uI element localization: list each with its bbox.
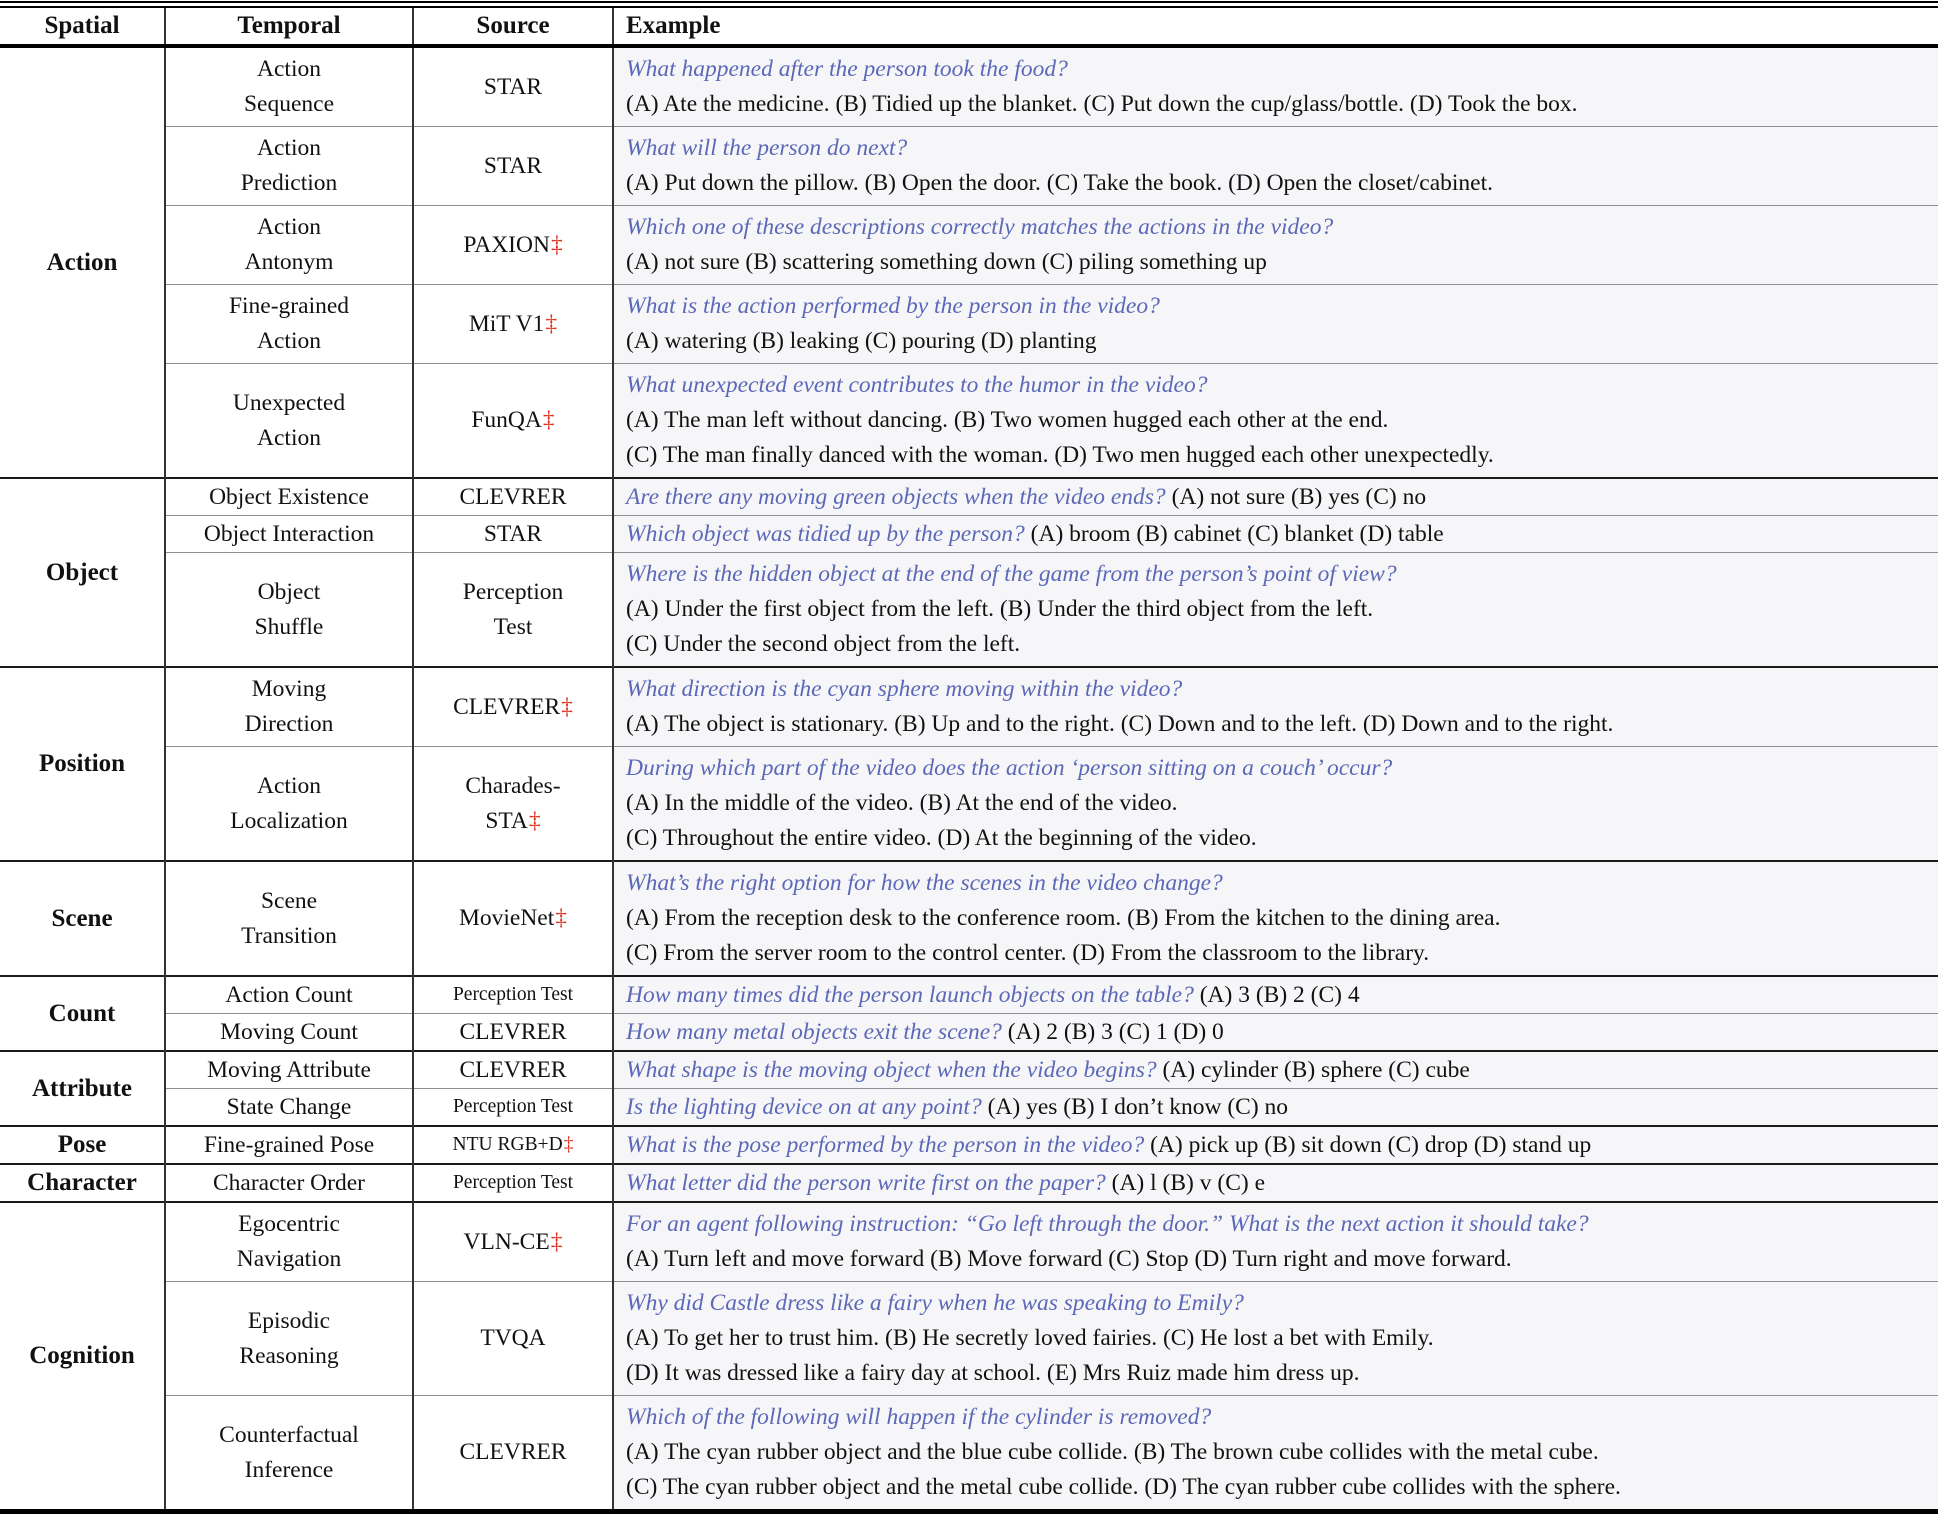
example-line [626,52,1926,87]
source-dataset-cell [413,747,613,862]
example-line [626,981,1926,1009]
temporal-task-cell [165,976,413,1014]
temporal-task-cell [165,1089,413,1127]
example-line [626,166,1926,201]
temporal-task-cell [165,747,413,862]
answer-options-text: (A) Turn left and move forward (B) Move forward (C) Stop (D) Turn right and move forward. [626,1246,1512,1272]
source-dataset-cell [413,667,613,747]
table-row [0,976,1938,1014]
example-line [626,1131,1926,1159]
temporal-task-label: Action [257,135,321,161]
answer-options-text: (A) broom (B) cabinet (C) blanket (D) table [1030,521,1444,547]
table-row [0,1282,1938,1396]
example-cell [613,861,1938,976]
source-dataset-cell [413,976,613,1014]
question-text: What will the person do next? [626,135,908,161]
source-dataset-cell [413,1282,613,1396]
example-line [626,87,1926,122]
table-row [0,1089,1938,1127]
table-row [0,516,1938,553]
dagger-mark: ‡ [528,807,541,834]
example-cell [613,516,1938,553]
question-text: Why did Castle dress like a fairy when he was speaking to Emily? [626,1290,1244,1316]
question-text: Are there any moving green objects when the video ends? [626,484,1166,510]
answer-options-text: (A) watering (B) leaking (C) pouring (D) planting [626,328,1097,354]
answer-options-text: (A) The man left without dancing. (B) Two women hugged each other at the end. [626,407,1389,433]
example-line [626,1018,1926,1046]
source-dataset-cell [413,1396,613,1512]
question-text: How many times did the person launch objects on the table? [626,982,1194,1008]
column-header-example: Example [613,5,1938,47]
temporal-task-cell [165,478,413,516]
temporal-task-label: Episodic [247,1307,331,1334]
answer-options-text: (C) Throughout the entire video. (D) At the beginning of the video. [626,825,1257,851]
question-text: What is the action performed by the person in the video? [626,293,1160,319]
temporal-task-label: Inference [244,1456,334,1483]
source-dataset-cell [413,1051,613,1089]
spatial-category-attribute: Attribute [0,1051,165,1126]
temporal-task-cell [165,1164,413,1202]
temporal-task-label: Antonym [244,249,334,275]
temporal-task-cell [165,516,413,553]
example-line [626,936,1926,971]
temporal-task-label: Action [257,772,321,799]
table-row [0,553,1938,668]
temporal-task-cell [165,46,413,127]
example-cell [613,667,1938,747]
temporal-task-label: Localization [230,807,348,834]
temporal-task-label: Fine-grained [228,293,350,319]
source-dataset-cell [413,1202,613,1282]
table-row [0,861,1938,976]
source-dataset-cell [413,285,613,364]
temporal-task-cell [165,667,413,747]
source-dataset-cell [413,516,613,553]
question-text: How many metal objects exit the scene? [626,1019,1002,1045]
source-dataset-label: CLEVRER [459,1057,567,1083]
answer-options-text: (A) Put down the pillow. (B) Open the door. (C) Take the book. (D) Open the closet/cabinet. [626,170,1494,196]
example-line [626,672,1926,707]
example-cell [613,1282,1938,1396]
source-dataset-label: MovieNet‡ [458,905,568,931]
answer-options-text: (A) Under the first object from the left. (B) Under the third object from the left. [626,596,1374,622]
spatial-category-scene: Scene [0,861,165,976]
dagger-mark: ‡ [550,231,563,258]
answer-options-text: (C) The man finally danced with the woman. (D) Two men hugged each other unexpectedly. [626,442,1494,468]
example-cell [613,285,1938,364]
question-text: What direction is the cyan sphere moving within the video? [626,676,1183,702]
table-row [0,1014,1938,1052]
table-row [0,46,1938,127]
question-text: Which of the following will happen if the cylinder is removed? [626,1404,1212,1430]
spatial-category-cognition: Cognition [0,1202,165,1512]
answer-options-text: (A) The cyan rubber object and the blue cube collide. (B) The brown cube collides with the metal cube. [626,1439,1599,1465]
question-text: What happened after the person took the food? [626,56,1068,82]
table-row [0,1202,1938,1282]
question-text: Which object was tidied up by the person? [626,521,1025,547]
temporal-task-label: Moving Count [220,1019,358,1045]
question-text: What’s the right option for how the scenes in the video change? [626,870,1223,896]
example-cell [613,1014,1938,1052]
example-line [626,1356,1926,1391]
question-text: Where is the hidden object at the end of the game from the person’s point of view? [626,561,1397,587]
temporal-task-label: Scene [260,887,318,914]
source-dataset-cell [413,553,613,668]
answer-options-text: (A) l (B) v (C) e [1111,1170,1265,1196]
source-dataset-cell [413,46,613,127]
temporal-task-label: Action [257,424,321,451]
temporal-task-cell [165,1051,413,1089]
example-line [626,1207,1926,1242]
temporal-task-label: Action [257,214,321,240]
question-text: What is the pose performed by the person in the video? [626,1132,1145,1158]
answer-options-text: (A) In the middle of the video. (B) At the end of the video. [626,790,1178,816]
spatial-category-action: Action [0,46,165,478]
question-text: What letter did the person write first on the paper? [626,1170,1106,1196]
example-line [626,438,1926,473]
source-dataset-label: STAR [483,152,543,179]
answer-options-text: (A) cylinder (B) sphere (C) cube [1162,1057,1470,1083]
example-cell [613,478,1938,516]
source-dataset-label: Charades- [465,772,561,799]
header-row [0,5,1938,47]
source-dataset-cell [413,478,613,516]
source-dataset-label: CLEVRER‡ [453,693,573,720]
question-text: Which one of these descriptions correctly matches the actions in the video? [626,214,1334,240]
source-dataset-label: Perception Test [452,984,574,1005]
example-line [626,1286,1926,1321]
source-dataset-label: Perception Test [452,1172,574,1193]
source-dataset-label: TVQA [480,1325,546,1351]
dagger-mark: ‡ [545,310,558,337]
temporal-task-cell [165,285,413,364]
source-dataset-label: Perception Test [452,1096,574,1117]
question-text: What shape is the moving object when the video begins? [626,1057,1157,1083]
temporal-task-label: Unexpected [232,389,346,416]
source-dataset-label: STA‡ [485,807,541,834]
temporal-task-cell [165,364,413,479]
example-cell [613,1396,1938,1512]
temporal-task-cell [165,127,413,206]
answer-options-text: (A) The object is stationary. (B) Up and to the right. (C) Down and to the left. (D) Down and to the right. [626,711,1614,737]
source-dataset-cell [413,1089,613,1127]
answer-options-text: (A) pick up (B) sit down (C) drop (D) stand up [1150,1132,1592,1158]
table-row [0,747,1938,862]
answer-options-text: (A) Ate the medicine. (B) Tidied up the blanket. (C) Put down the cup/glass/bottle. (D) Took the box. [626,91,1578,117]
source-dataset-label: PAXION‡ [463,231,563,258]
answer-options-text: (C) The cyan rubber object and the metal cube collide. (D) The cyan rubber cube collides with the sphere. [626,1474,1621,1500]
answer-options-text: (A) yes (B) I don’t know (C) no [987,1094,1289,1120]
source-dataset-cell [413,206,613,285]
temporal-task-cell [165,861,413,976]
example-line [626,557,1926,592]
source-dataset-cell [413,364,613,479]
temporal-task-label: Counterfactual [219,1421,359,1448]
temporal-task-label: Transition [241,922,337,949]
table-row [0,1396,1938,1512]
example-cell [613,1202,1938,1282]
column-header-spatial: Spatial [0,5,165,47]
temporal-task-cell [165,1014,413,1052]
example-line [626,1093,1926,1121]
dagger-mark: ‡ [561,693,573,720]
table-row [0,206,1938,285]
example-cell [613,46,1938,127]
source-dataset-label: CLEVRER [459,484,567,510]
answer-options-text: (D) It was dressed like a fairy day at school. (E) Mrs Ruiz made him dress up. [626,1360,1360,1386]
example-line [626,324,1926,359]
source-dataset-label: Perception [462,578,564,605]
answer-options-text: (A) To get her to trust him. (B) He secretly loved fairies. (C) He lost a bet with Emily. [626,1325,1434,1351]
example-line [626,1056,1926,1084]
example-line [626,368,1926,403]
source-dataset-cell [413,861,613,976]
temporal-task-label: Action [257,56,321,82]
table-row [0,127,1938,206]
spatial-category-pose: Pose [0,1126,165,1164]
temporal-task-label: Sequence [243,91,335,117]
source-dataset-cell [413,1014,613,1052]
table-row [0,364,1938,479]
source-dataset-label: STAR [483,73,543,100]
source-dataset-label: VLN-CE‡ [463,1228,563,1255]
temporal-task-cell [165,553,413,668]
dagger-mark: ‡ [563,1134,574,1155]
column-header-source: Source [413,5,613,47]
paper-table [0,1,1938,1514]
example-line [626,786,1926,821]
temporal-task-label: Object [257,578,321,605]
example-line [626,1321,1926,1356]
example-line [626,210,1926,245]
example-line [626,751,1926,786]
example-line [626,245,1926,280]
question-text: Is the lighting device on at any point? [626,1094,982,1120]
source-dataset-label: Test [493,613,533,640]
source-dataset-label: NTU RGB+D‡ [452,1134,574,1155]
example-line [626,289,1926,324]
example-cell [613,553,1938,668]
example-line [626,627,1926,662]
example-cell [613,1089,1938,1127]
example-line [626,1242,1926,1277]
temporal-task-label: Reasoning [239,1342,339,1369]
table-row [0,285,1938,364]
source-dataset-label: CLEVRER [459,1019,567,1045]
answer-options-text: (C) Under the second object from the left. [626,631,1021,657]
example-cell [613,206,1938,285]
source-dataset-label: MiT V1‡ [468,310,558,337]
temporal-task-label: Fine-grained Pose [203,1132,375,1158]
temporal-task-cell [165,1282,413,1396]
example-line [626,901,1926,936]
spatial-category-character: Character [0,1164,165,1202]
example-line [626,821,1926,856]
question-text: What unexpected event contributes to the humor in the video? [626,372,1208,398]
example-line [626,1169,1926,1197]
example-cell [613,127,1938,206]
answer-options-text: (A) not sure (B) scattering something down (C) piling something up [626,249,1267,275]
temporal-task-cell [165,1202,413,1282]
example-line [626,707,1926,742]
spatial-category-position: Position [0,667,165,861]
spatial-category-count: Count [0,976,165,1051]
table-row [0,667,1938,747]
temporal-task-label: Object Interaction [203,521,375,547]
temporal-task-label: Action [257,328,321,354]
temporal-task-label: Action Count [225,982,353,1008]
column-header-temporal: Temporal [165,5,413,47]
dagger-mark: ‡ [550,1228,563,1255]
answer-options-text: (A) 3 (B) 2 (C) 4 [1199,982,1360,1008]
table-row [0,478,1938,516]
answer-options-text: (C) From the server room to the control center. (D) From the classroom to the library. [626,940,1430,966]
answer-options-text: (A) 2 (B) 3 (C) 1 (D) 0 [1007,1019,1224,1045]
example-cell [613,1126,1938,1164]
temporal-task-label: Moving [251,676,327,702]
answer-options-text: (A) From the reception desk to the conference room. (B) From the kitchen to the dining area. [626,905,1501,931]
source-dataset-cell [413,1126,613,1164]
temporal-task-label: Shuffle [254,613,324,640]
table-row [0,1164,1938,1202]
example-cell [613,1051,1938,1089]
source-dataset-cell [413,1164,613,1202]
example-cell [613,747,1938,862]
example-cell [613,976,1938,1014]
table-row [0,1051,1938,1089]
example-line [626,1400,1926,1435]
source-dataset-cell [413,127,613,206]
example-line [626,131,1926,166]
temporal-task-label: Navigation [236,1246,342,1272]
example-line [626,866,1926,901]
temporal-task-cell [165,206,413,285]
example-line [626,592,1926,627]
question-text: For an agent following instruction: “Go left through the door.” What is the next action it should take? [626,1211,1589,1237]
spatial-category-object: Object [0,478,165,667]
temporal-task-label: Prediction [240,170,338,196]
temporal-task-label: Direction [244,711,334,737]
example-cell [613,1164,1938,1202]
question-text: During which part of the video does the action ‘person sitting on a couch’ occur? [626,755,1393,781]
table-body [0,46,1938,1512]
temporal-task-label: Object Existence [209,484,369,510]
temporal-task-cell [165,1396,413,1512]
source-dataset-label: CLEVRER [459,1439,567,1465]
temporal-task-label: Moving Attribute [207,1057,371,1083]
source-dataset-label: FunQA‡ [471,407,555,433]
example-line [626,1470,1926,1505]
dagger-mark: ‡ [542,407,555,433]
answer-options-text: (A) not sure (B) yes (C) no [1171,484,1427,510]
example-line [626,1435,1926,1470]
table-row [0,1126,1938,1164]
example-line [626,520,1926,548]
temporal-task-label: Character Order [212,1170,365,1196]
example-line [626,483,1926,511]
example-cell [613,364,1938,479]
temporal-task-label: Egocentric [238,1211,340,1237]
source-dataset-label: STAR [483,521,543,547]
temporal-task-cell [165,1126,413,1164]
dagger-mark: ‡ [555,905,568,931]
temporal-task-label: State Change [226,1094,352,1120]
example-line [626,403,1926,438]
